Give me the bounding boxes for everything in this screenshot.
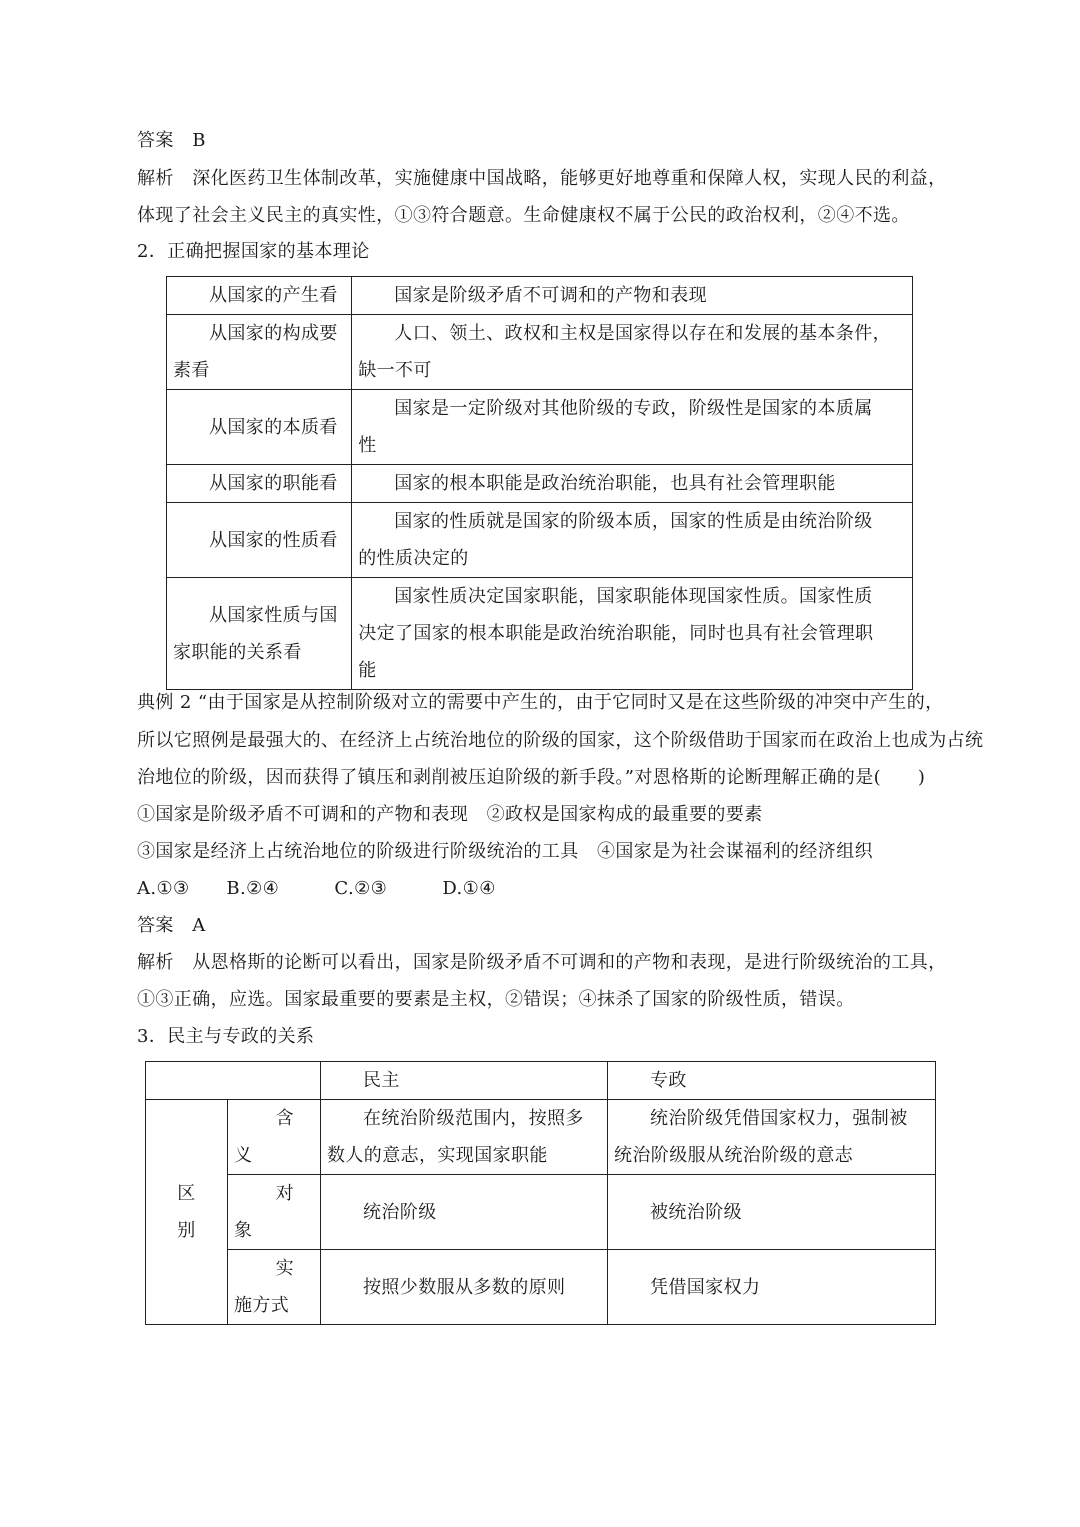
answer-value: A [192,915,206,936]
row-content: 国家的根本职能是政治统治职能，也具有社会管理职能 [352,465,913,503]
table-row [146,1100,936,1175]
answer-value: B [192,130,206,151]
row-label: 从国家性质与国 家职能的关系看 [167,578,352,690]
row-content: 人口、领土、政权和主权是国家得以存在和发展的基本条件， 缺一不可 [352,315,913,390]
table-header-row [146,1062,936,1100]
analysis-text-2: 体现了社会主义民主的真实性，①③符合题意。生命健康权不属于公民的政治权利，②④不选。 [137,205,910,226]
row-content: 国家的性质就是国家的阶级本质，国家的性质是由统治阶级 的性质决定的 [352,503,913,578]
state-theory-table [166,276,913,690]
democracy-cell: 统治阶级 [321,1175,608,1250]
table-row [167,578,913,690]
header-dictatorship: 专政 [608,1062,936,1100]
democracy-dictatorship-table [145,1061,936,1325]
analysis-line [137,167,947,191]
row-label: 从国家的职能看 [167,465,352,503]
group-label-difference: 区 别 [146,1100,228,1325]
row-content: 国家是阶级矛盾不可调和的产物和表现 [352,277,913,315]
section-heading-3: 3．民主与专政的关系 [137,1026,315,1047]
analysis-text-2: ①③正确，应选。国家最重要的要素是主权，②错误；④抹杀了国家的阶级性质，错误。 [137,989,855,1010]
table-row [146,1250,936,1325]
row-label: 从国家的构成要 素看 [167,315,352,390]
analysis-line [137,951,947,975]
dictatorship-cell: 凭借国家权力 [608,1250,936,1325]
row-label: 实 施方式 [228,1250,321,1325]
dictatorship-cell: 统治阶级凭借国家权力，强制被 统治阶级服从统治阶级的意志 [608,1100,936,1175]
row-label: 从国家的本质看 [167,390,352,465]
answer-label: 答案 [137,130,174,151]
analysis-text-1: 从恩格斯的论断可以看出，国家是阶级矛盾不可调和的产物和表现，是进行阶级统治的工具， [192,952,947,973]
row-label: 含 义 [228,1100,321,1175]
row-label: 从国家的性质看 [167,503,352,578]
example-line-3: 治地位的阶级，因而获得了镇压和剥削被压迫阶级的新手段。”对恩格斯的论断理解正确的是( ) [137,767,926,788]
answer-line [137,914,206,938]
democracy-cell: 按照少数服从多数的原则 [321,1250,608,1325]
analysis-label: 解析 [137,952,174,973]
row-label: 对 象 [228,1175,321,1250]
table-row [167,315,913,390]
answer-label: 答案 [137,915,174,936]
example-line-2: 所以它照例是最强大的、在经济上占统治地位的阶级的国家，这个阶级借助于国家而在政治上也成为占统 [137,730,984,751]
section-heading-2: 2．正确把握国家的基本理论 [137,241,370,262]
header-empty-cell [146,1062,321,1100]
table-row [167,390,913,465]
table-row [146,1175,936,1250]
analysis-text-1: 深化医药卫生体制改革，实施健康中国战略，能够更好地尊重和保障人权，实现人民的利益， [192,168,947,189]
democracy-cell: 在统治阶级范围内，按照多 数人的意志，实现国家职能 [321,1100,608,1175]
row-content: 国家是一定阶级对其他阶级的专政，阶级性是国家的本质属 性 [352,390,913,465]
header-democracy: 民主 [321,1062,608,1100]
example-line-1: 典例 2 “由于国家是从控制阶级对立的需要中产生的，由于它同时又是在这些阶级的冲突中产生的， [137,692,944,713]
answer-line [137,129,206,153]
row-label: 从国家的产生看 [167,277,352,315]
table-row [167,465,913,503]
dictatorship-cell: 被统治阶级 [608,1175,936,1250]
choice-line: A.①③ B.②④ C.②③ D.①④ [137,878,496,899]
option-line-2: ③国家是经济上占统治地位的阶级进行阶级统治的工具 ④国家是为社会谋福利的经济组织 [137,841,873,862]
table-row [167,277,913,315]
row-content: 国家性质决定国家职能，国家职能体现国家性质。国家性质 决定了国家的根本职能是政治统治职能，同时也具有社会管理职 能 [352,578,913,690]
table-row [167,503,913,578]
option-line-1: ①国家是阶级矛盾不可调和的产物和表现 ②政权是国家构成的最重要的要素 [137,804,763,825]
analysis-label: 解析 [137,168,174,189]
